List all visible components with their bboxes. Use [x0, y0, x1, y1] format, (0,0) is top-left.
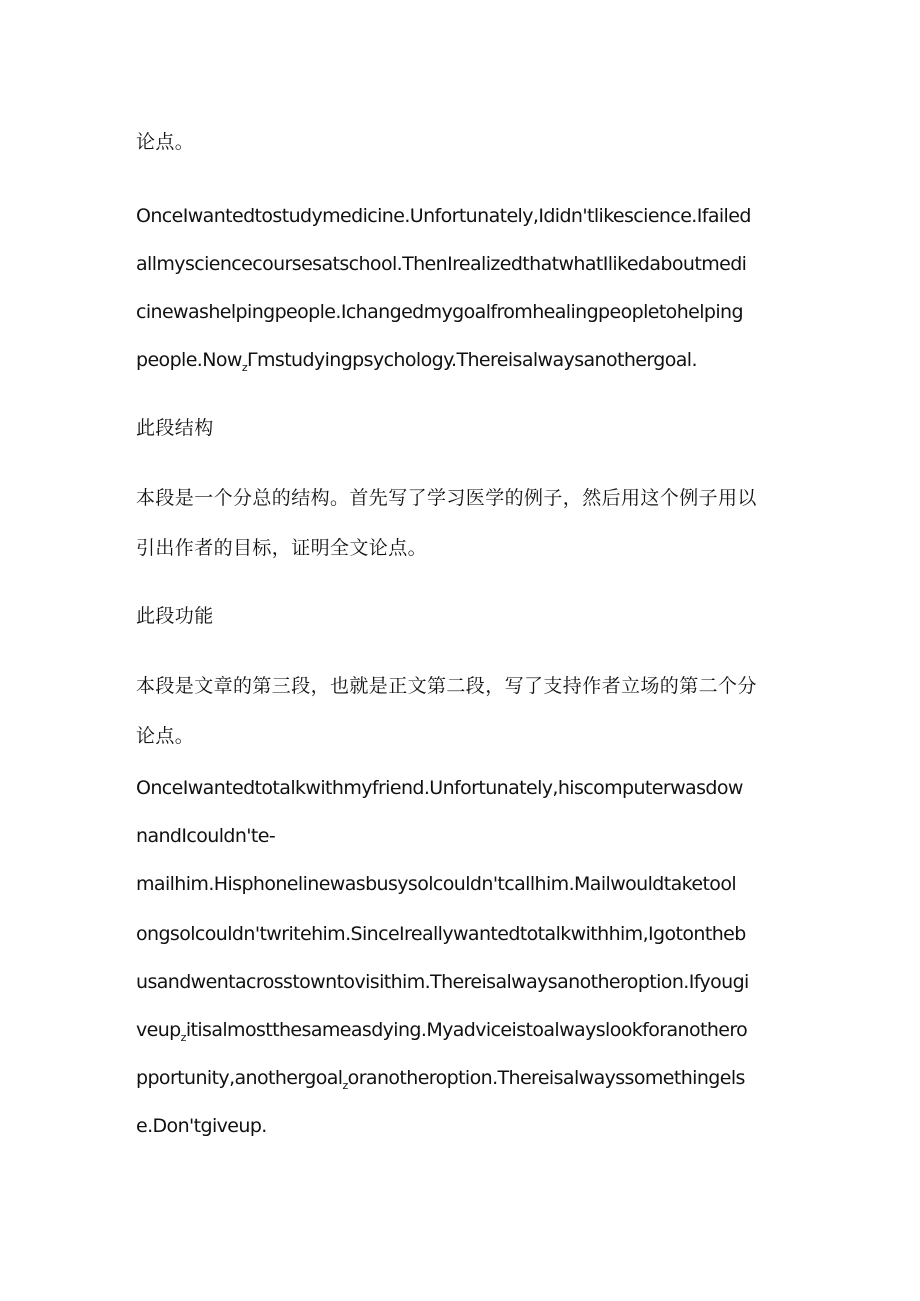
text-line-17-rest: itisalmostthesameasdying.Myadviceistoalwayslookforanothero: [185, 1019, 748, 1041]
text-line-18-rest: oranotheroption.Thereisalwayssomethingels: [347, 1067, 745, 1089]
text-line-11: 论点。: [136, 725, 195, 747]
text-line-5-subscript: z: [241, 361, 248, 374]
section-heading-function: 此段功能: [136, 605, 214, 627]
text-line-3: allmysciencecoursesatschool.ThenIrealizedthatwhatIlikedaboutmedi: [136, 253, 747, 275]
text-line-12: OnceIwantedtotalkwithmyfriend.Unfortunately,hiscomputerwasdow: [136, 777, 743, 799]
text-line-18: [136, 1066, 796, 1098]
text-line-17-start: veup: [136, 1019, 181, 1041]
text-line-7: 本段是一个分总的结构。首先写了学习医学的例子，然后用这个例子用以: [136, 487, 757, 509]
text-line-8: 引出作者的目标，证明全文论点。: [136, 537, 428, 559]
text-line-5-start: people.Now: [136, 349, 242, 371]
text-line-17: [136, 1018, 796, 1050]
text-line-19: e.Don'tgiveup.: [136, 1115, 267, 1137]
section-heading-structure: 此段结构: [136, 417, 214, 439]
text-line-16: usandwentacrosstowntovisithim.Thereisalwaysanotheroption.Ifyougi: [136, 971, 749, 993]
text-line-17-subscript: z: [180, 1031, 186, 1044]
text-line-13: nandIcouldn'te-: [136, 825, 276, 847]
text-line-15: ongsolcouldn'twritehim.SinceIreallywantedtotalkwithhim,Igotontheb: [136, 923, 746, 945]
text-line-2: OnceIwantedtostudymedicine.Unfortunately,Ididn'tlikescience.Ifailed: [136, 205, 751, 227]
text-line-5: [136, 348, 796, 380]
text-line-18-subscript: z: [342, 1079, 348, 1092]
text-line-1: 论点。: [136, 131, 195, 153]
text-line-14: mailhim.Hisphonelinewasbusysolcouldn'tcallhim.Mailwouldtaketool: [136, 873, 737, 895]
text-line-10: 本段是文章的第三段，也就是正文第二段，写了支持作者立场的第二个分: [136, 675, 757, 697]
text-line-18-start: pportunity,anothergoal: [136, 1067, 343, 1089]
text-line-5-rest: Γmstudyingpsychology.Thereisalwaysanothergoal.: [247, 349, 697, 371]
text-line-4: cinewashelpingpeople.Ichangedmygoalfromhealingpeopletohelping: [136, 301, 743, 323]
